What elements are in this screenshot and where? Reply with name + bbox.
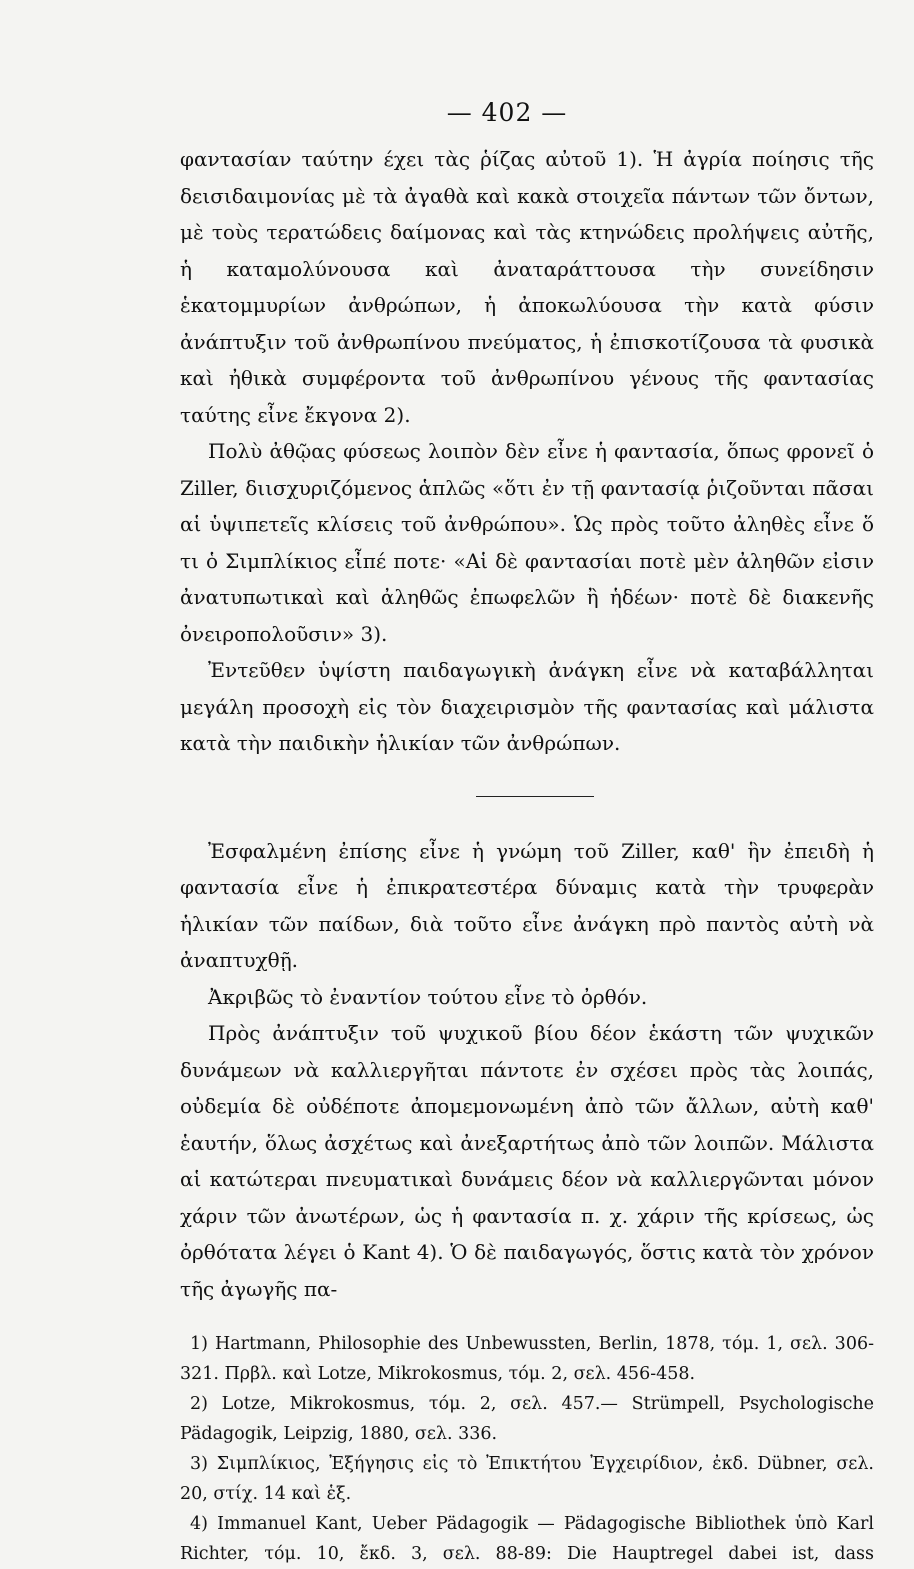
footnote-2: 2) Lotze, Mikrokosmus, τόμ. 2, σελ. 457.— Strümpell, Psychologische Pädagogik, Leipzig, 1880, σελ. 336. bbox=[180, 1394, 874, 1444]
paragraph-5: Ἀκριβῶς τὸ ἐναντίον τούτου εἶνε τὸ ὀρθόν. bbox=[208, 984, 648, 1009]
paragraph-1: φαντασίαν ταύτην έχει τὰς ῥίζας αὐτοῦ 1). Ἡ ἀγρία ποίησις τῆς δεισιδαιμονίας μὲ τὰ ἀγαθὰ καὶ κακὰ στοιχεῖα πάντων τῶν ὄντων, μὲ τοὺς τερατώδεις δαίμονας καὶ τὰς κτηνώδεις προλήψεις αὐτῆς, ἡ καταμολύνουσα καὶ ἀναταράττουσα τὴν συνείδησιν ἑκατομμυρίων ἀνθρώπων, ἡ ἀποκωλύουσα τὴν κατὰ φύσιν ἀνάπτυξιν τοῦ ἀνθρωπίνου πνεύματος, ἡ ἐπισκοτίζουσα τὰ φυσικὰ καὶ ἠθικὰ συμφέροντα τοῦ ἀνθρωπίνου γένους τῆς φαντασίας ταύτης εἶνε ἔκγονα 2). bbox=[180, 147, 874, 427]
paragraph-6: Πρὸς ἀνάπτυξιν τοῦ ψυχικοῦ βίου δέον ἑκάστη τῶν ψυχικῶν δυνάμεων νὰ καλλιεργῆται πάντοτε ἐν σχέσει πρὸς τὰς λοιπάς, οὐδεμία δὲ οὐδέποτε ἀπομεμονωμένη ἀπὸ τῶν ἄλλων, αὐτὴ καθ' ἑαυτήν, ὅλως ἀσχέτως καὶ ἀνεξαρτήτως ἀπὸ τῶν λοιπῶν. Μάλιστα αἱ κατώτεραι πνευματικαὶ δυνάμεις δέον νὰ καλλιεργῶνται μόνον χάριν τῶν ἀνωτέρων, ὡς ἡ φαντασία π. χ. χάριν τῆς κρίσεως, ὡς ὀρθότατα λέγει ὁ Kant 4). Ὁ δὲ παιδαγωγός, ὅστις κατὰ τὸν χρόνον τῆς ἀγωγῆς πα- bbox=[180, 1021, 874, 1301]
footnote-3: 3) Σιμπλίκιος, Ἐξήγησις εἰς τὸ Ἐπικτήτου Ἐγχειρίδιον, ἐκδ. Dübner, σελ. 20, στίχ. 14 καὶ ἑξ. bbox=[180, 1454, 874, 1504]
paragraph-3: Ἐντεῦθεν ὑψίστη παιδαγωγικὴ ἀνάγκη εἶνε νὰ καταβάλληται μεγάλη προσοχὴ εἰς τὸν διαχειρισμὸν τῆς φαντασίας καὶ μάλιστα κατὰ τὴν παιδικὴν ἡλικίαν τῶν ἀνθρώπων. bbox=[180, 658, 874, 755]
paragraph-2: Πολὺ ἀθῷας φύσεως λοιπὸν δὲν εἶνε ἡ φαντασία, ὅπως φρονεῖ ὁ Ziller, διισχυριζόμενος ἁπλῶς «ὅτι ἐν τῇ φαντασίᾳ ῥιζοῦνται πᾶσαι αἱ ὑψιπετεῖς κλίσεις τοῦ ἀνθρώπου». Ὡς πρὸς τοῦτο ἀληθὲς εἶνε ὅ τι ὁ Σιμπλίκιος εἶπέ ποτε· «Αἱ δὲ φαντασίαι ποτὲ μὲν ἀληθῶν εἰσιν ἀνατυπωτικαὶ καὶ ἀληθῶς ἐπωφελῶν ἢ ἡδέων· ποτὲ δὲ διακενῆς ὀνειροπολοῦσιν» 3). bbox=[180, 439, 874, 646]
page-number: — 402 — bbox=[446, 98, 568, 127]
footnote-1: 1) Hartmann, Philosophie des Unbewussten, Berlin, 1878, τόμ. 1, σελ. 306-321. Πρβλ. καὶ Lotze, Mikrokosmus, τόμ. 2, σελ. 456-458. bbox=[180, 1334, 874, 1384]
main-text-continued bbox=[180, 833, 874, 1308]
main-text bbox=[180, 141, 874, 762]
footnote-4: 4) Immanuel Kant, Ueber Pädagogik — Pädagogische Bibliothek ὑπὸ Karl Richter, τόμ. 10, ἔκδ. 3, σελ. 88-89: Die Hauptregel dabei ist, dass bbox=[180, 1514, 874, 1564]
paragraph-4: Ἐσφαλμένη ἐπίσης εἶνε ἡ γνώμη τοῦ Ziller, καθ' ἣν ἐπειδὴ ἡ φαντασία εἶνε ἡ ἐπικρατεστέρα δύναμις κατὰ τὴν τρυφερὰν ἡλικίαν τῶν παίδων, διὰ τοῦτο εἶνε ἀνάγκη πρὸ παντὸς αὐτὴ νὰ ἀναπτυχθῇ. bbox=[180, 838, 874, 972]
section-divider bbox=[476, 796, 594, 797]
footnotes bbox=[180, 1329, 874, 1569]
